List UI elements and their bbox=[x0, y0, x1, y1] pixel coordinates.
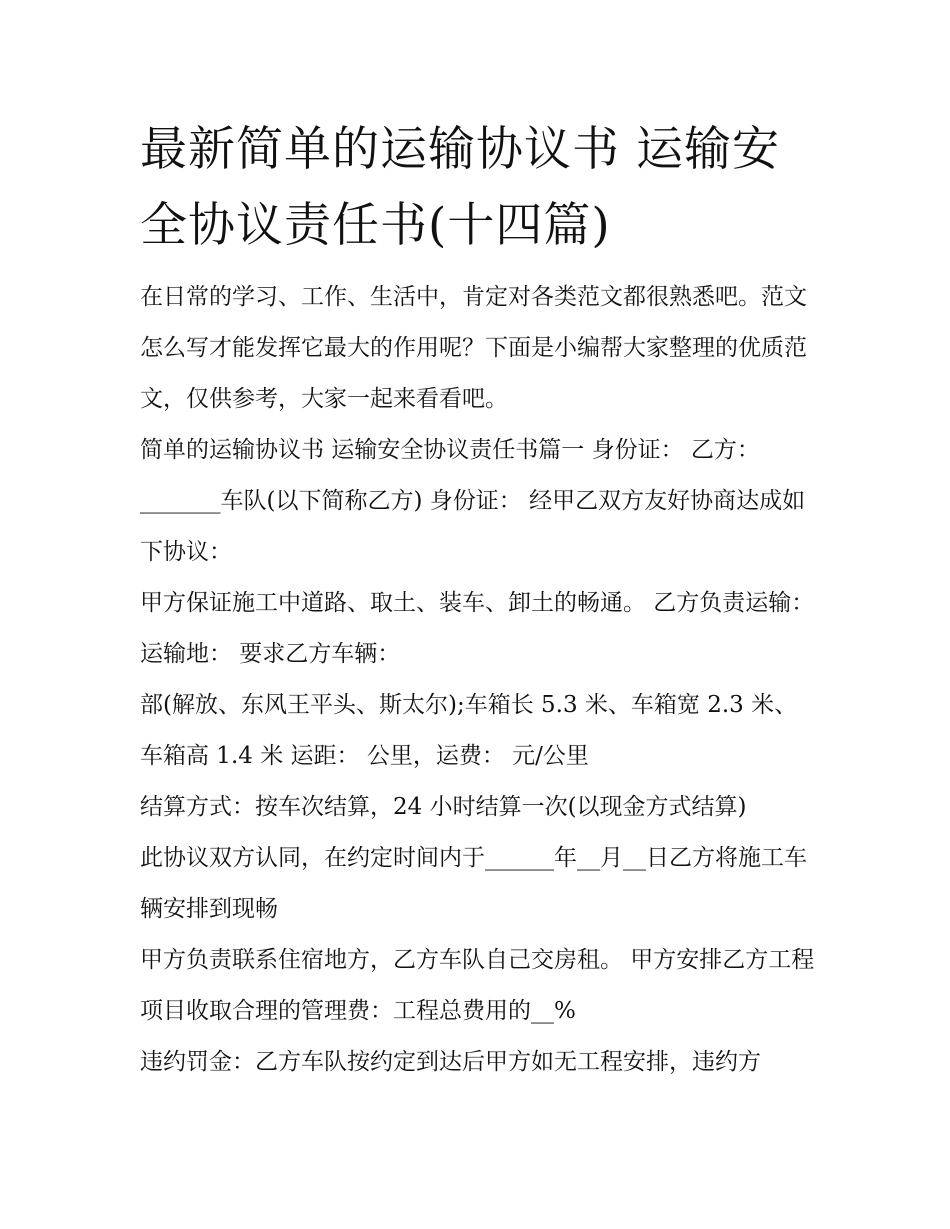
paragraph-transport: 甲方保证施工中道路、取土、装车、卸土的畅通。 乙方负责运输： 运输地： 要求乙方车辆： bbox=[140, 590, 822, 667]
paragraph-intro: 在日常的学习、工作、生活中，肯定对各类范文都很熟悉吧。范文怎么写才能发挥它最大的作用呢？下面是小编帮大家整理的优质范文，仅供参考，大家一起来看看吧。 bbox=[140, 284, 807, 412]
paragraph-schedule: 此协议双方认同，在约定时间内于______年__月__日乙方将施工车辆安排到现畅 bbox=[140, 845, 807, 922]
paragraph-settlement: 结算方式：按车次结算，24 小时结算一次(以现金方式结算) bbox=[140, 794, 747, 820]
paragraph-penalty: 违约罚金：乙方车队按约定到达后甲方如无工程安排，违约方 bbox=[140, 1049, 761, 1075]
document-title: 最新简单的运输协议书 运输安全协议责任书(十四篇) bbox=[140, 122, 780, 253]
paragraph-vehicles: 部(解放、东风王平头、斯太尔);车箱长 5.3 米、车箱宽 2.3 米、车箱高 1.4 米 运距： 公里，运费： 元/公里 bbox=[140, 692, 798, 769]
document-page bbox=[140, 112, 820, 1088]
paragraph-parties: 简单的运输协议书 运输安全协议责任书篇一 身份证： 乙方：_______车队(以下简称乙方) 身份证： 经甲乙双方友好协商达成如下协议： bbox=[140, 437, 806, 565]
paragraph-accommodation: 甲方负责联系住宿地方，乙方车队自己交房租。 甲方安排乙方工程项目收取合理的管理费：工程总费用的__% bbox=[140, 947, 815, 1024]
